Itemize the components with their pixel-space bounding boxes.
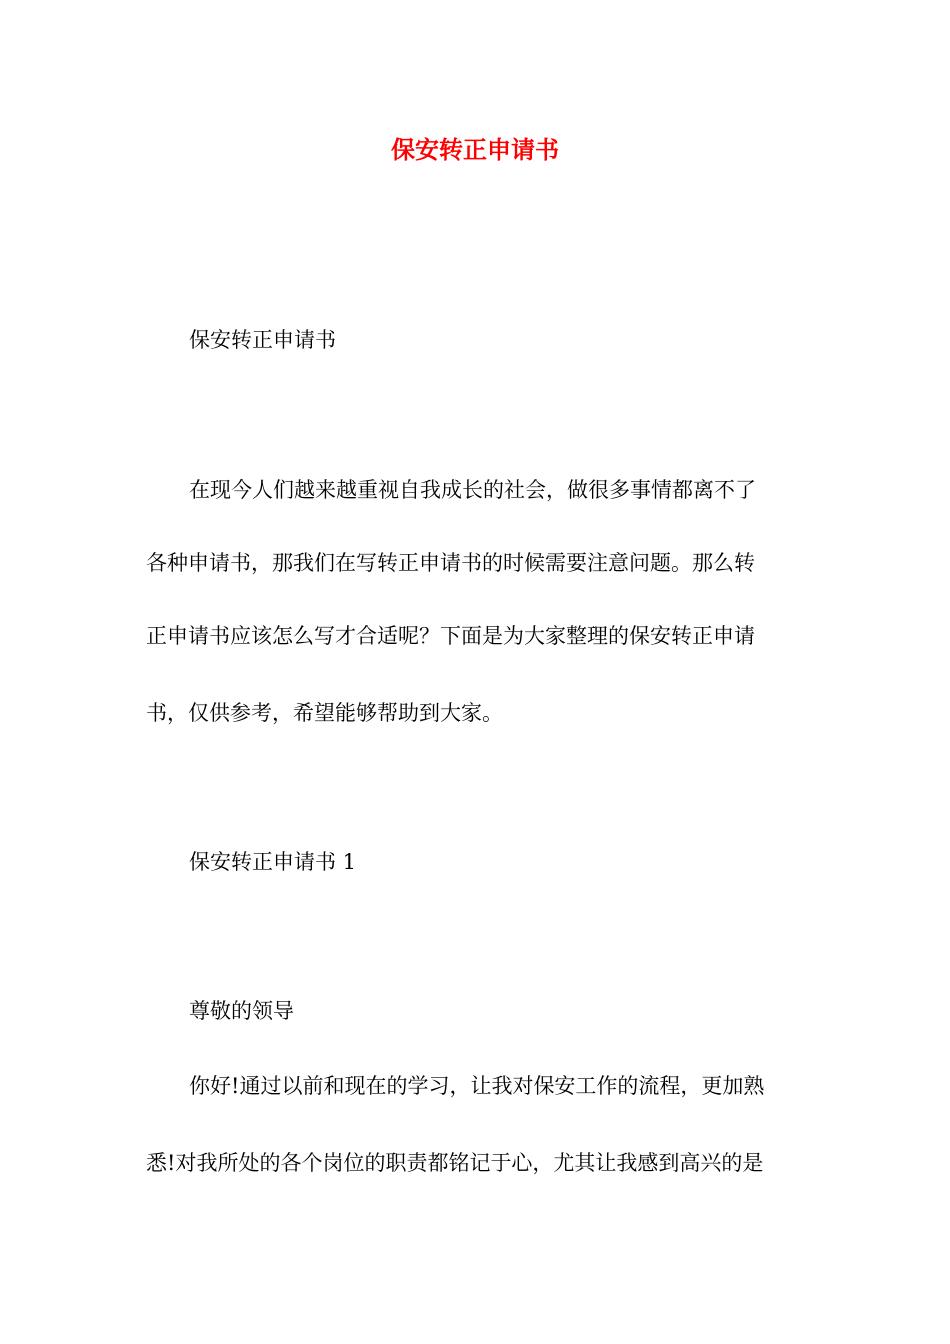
document-title: 保安转正申请书 [391, 135, 559, 164]
body-line-1: 你好!通过以前和现在的学习，让我对保安工作的流程，更加熟 [189, 1074, 765, 1098]
body-line-2: 悉!对我所处的各个岗位的职责都铭记于心，尤其让我感到高兴的是 [146, 1151, 764, 1175]
intro-line-1: 在现今人们越来越重视自我成长的社会，做很多事情都离不了 [189, 478, 756, 502]
salutation: 尊敬的领导 [189, 999, 294, 1023]
intro-line-2: 各种申请书，那我们在写转正申请书的时候需要注意问题。那么转 [146, 551, 755, 575]
intro-line-3: 正申请书应该怎么写才合适呢？下面是为大家整理的保安转正申请 [146, 624, 755, 648]
intro-line-4: 书，仅供参考，希望能够帮助到大家。 [146, 701, 503, 725]
heading: 保安转正申请书 [189, 328, 336, 352]
section-heading: 保安转正申请书 1 [189, 850, 357, 874]
